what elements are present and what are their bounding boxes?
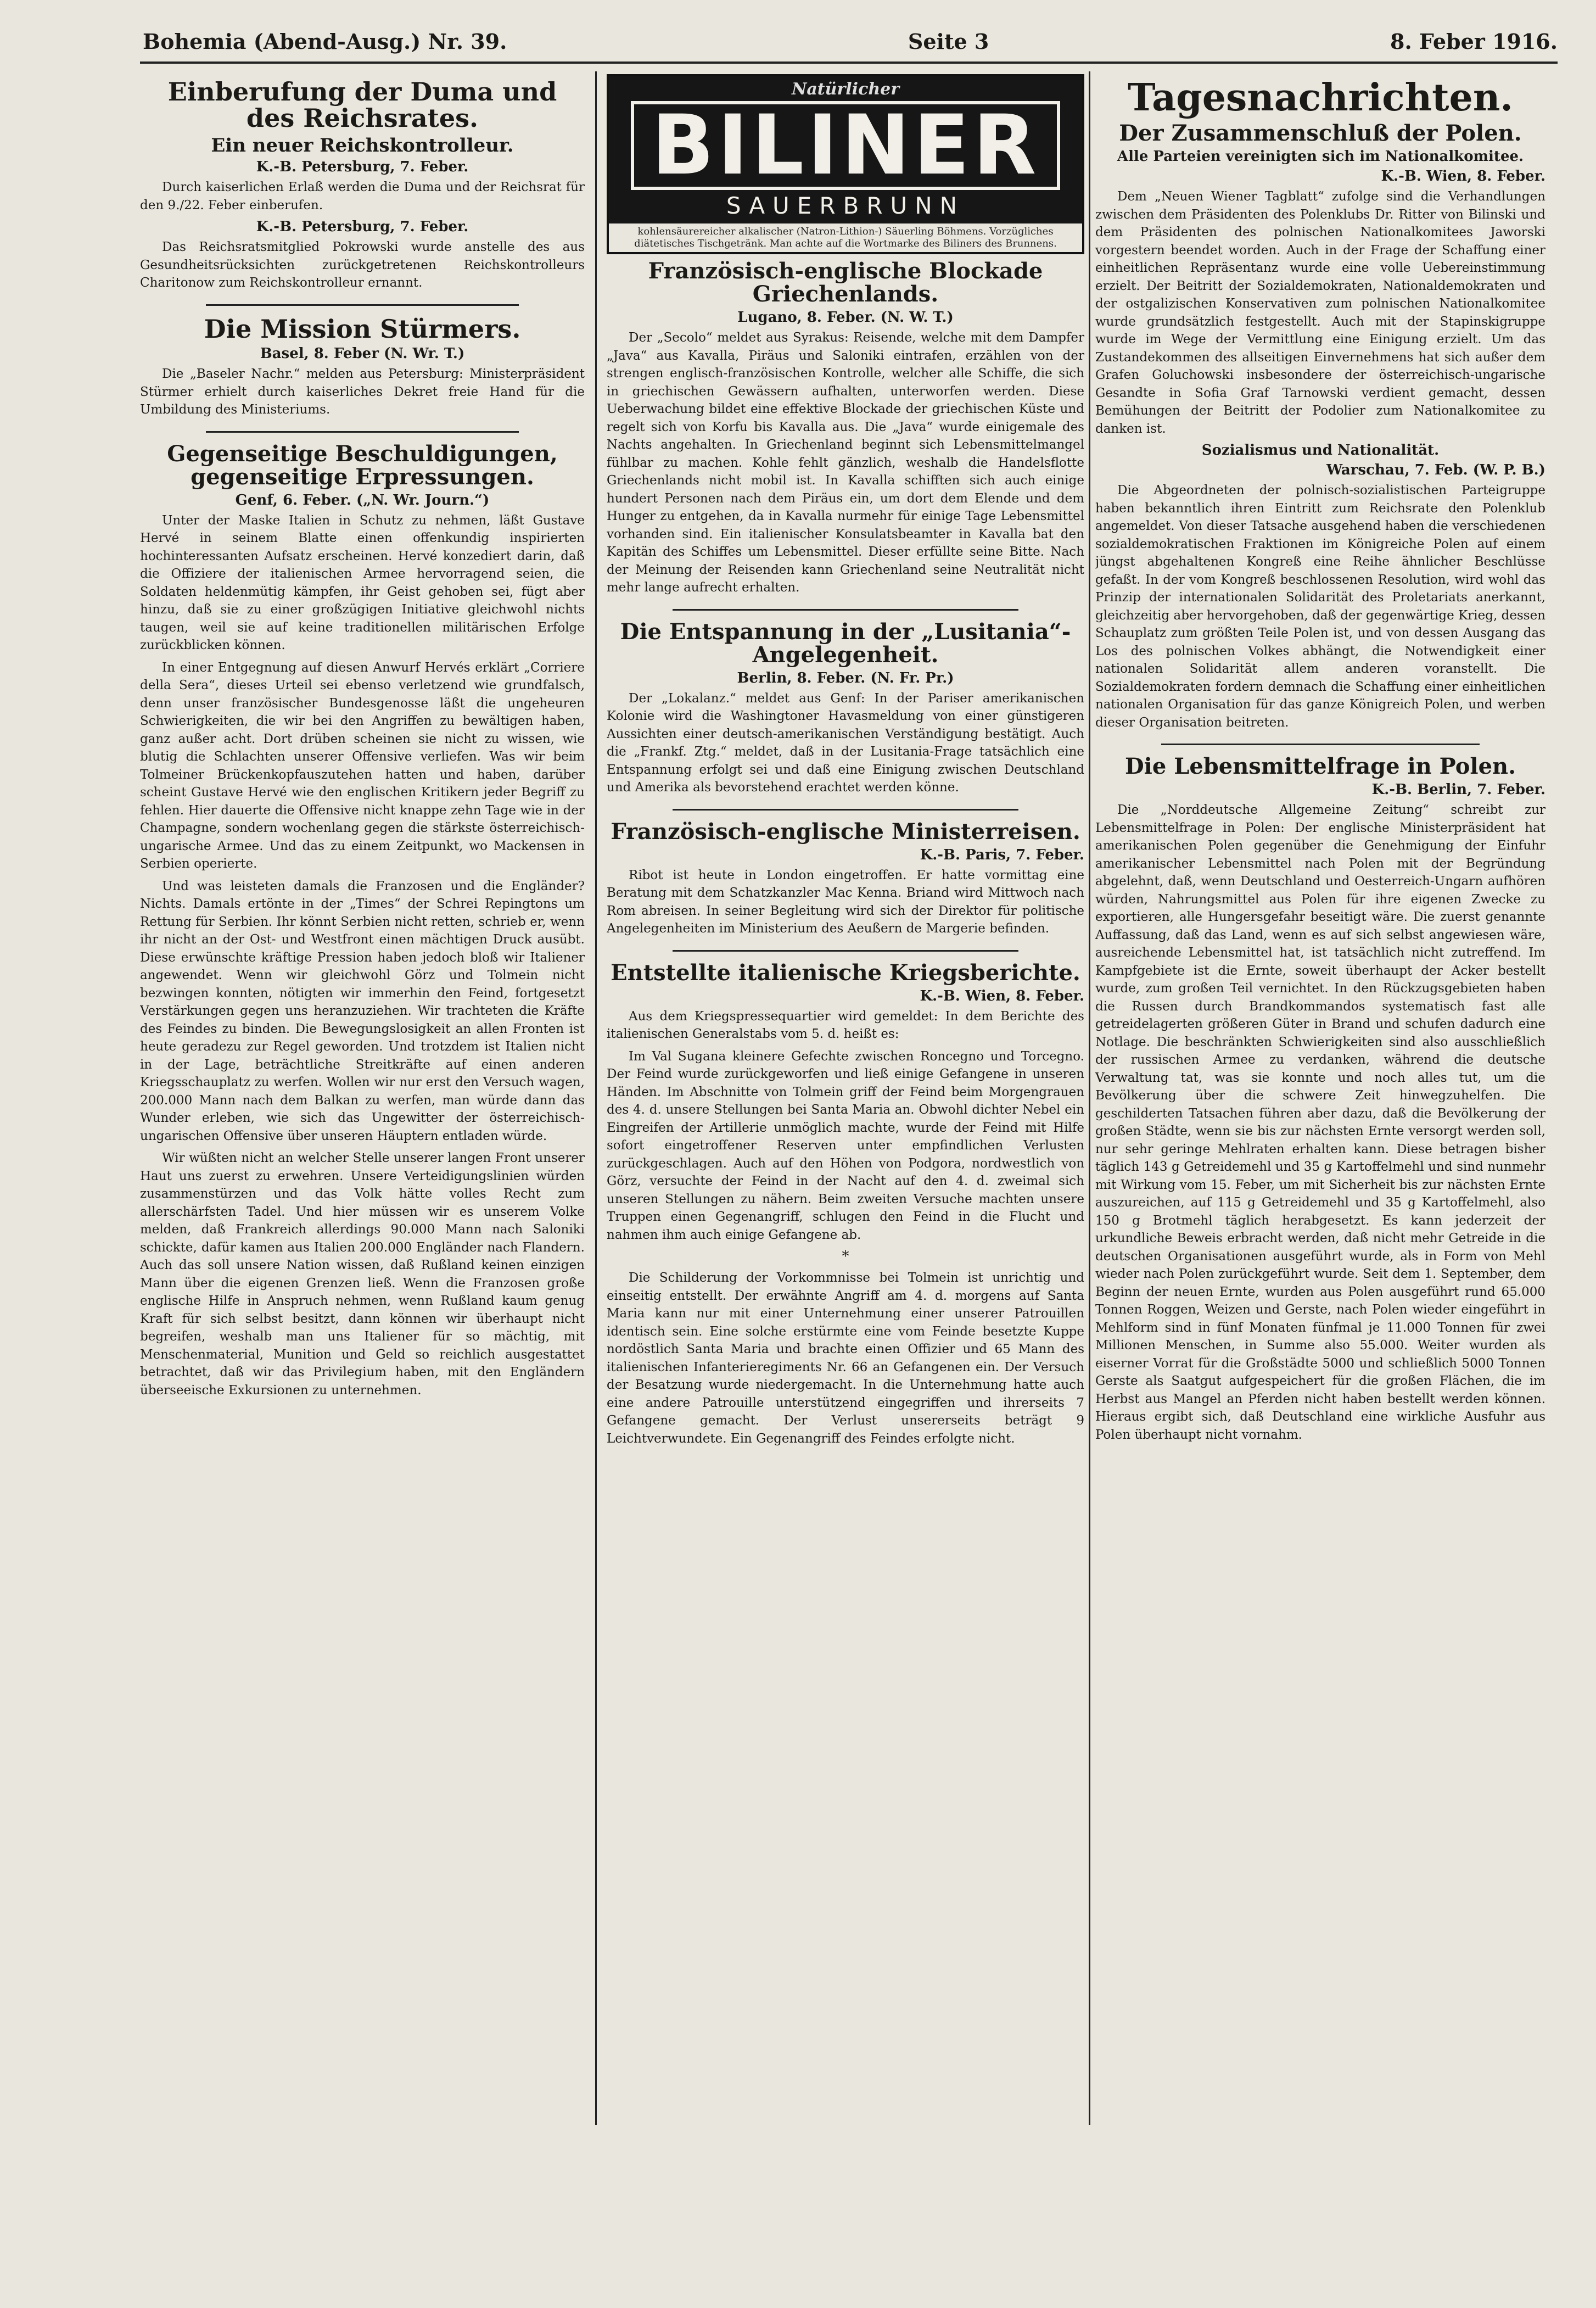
- headline: Französisch-englische Blockade Griechenlands.: [648, 258, 1043, 307]
- article-stuermer: [140, 316, 585, 419]
- article-separator: [673, 809, 1018, 811]
- paragraph: Und was leisteten damals die Franzosen und die Engländer? Nichts. Damals ertönte in der „Times“ der Schrei Repingtons um Rettung für Serbien. Ihr könnt Serbien nicht retten, schrieb er, wenn ihr nicht an der Ost- und Westfront einen mächtigen Druck ausübt. Diese erwünschte kräftige Pression haben jedoch bloß wir Italiener angewendet. Wenn wir gleichwohl Görz und Tolmein nicht bezwingen konnten, nötigten wir immerhin den Feind, fortgesetzt Verstärkungen gegen uns heranzuziehen. Wir trachteten die Kräfte des Feindes zu binden. Die Bewegungslosigkeit an allen Fronten ist heute geradezu zur Regel geworden. Und trotzdem ist Italien nicht in der Lage, beträchtliche Streitkräfte auf einen anderen Kriegsschauplatz zu werfen. Wollen wir nur erst den Versuch wagen, 200.000 Mann nach dem Balkan zu werfen, man würde dann das Wunder erleben, wie sich das Ungewitter der österreichisch-ungarischen Offensive über unseren Häuptern entladen würde.: [140, 879, 585, 1143]
- dateline: Lugano, 8. Feber. (N. W. T.): [737, 309, 954, 326]
- paragraph: Die „Baseler Nachr.“ melden aus Petersburg: Ministerpräsident Stürmer erhielt durch kaiserliches Dekret freie Hand für die Umbildung des Ministeriums.: [140, 367, 585, 417]
- article-separator: [1161, 744, 1480, 745]
- headline: Die Lebensmittelfrage in Polen.: [1124, 753, 1516, 780]
- paragraph: Aus dem Kriegspressequartier wird gemeldet: In dem Berichte des italienischen Generalstabs vom 5. d. heißt es:: [607, 1009, 1084, 1041]
- column-middle: [607, 74, 1084, 2229]
- dateline: K.-B. Wien, 8. Feber.: [920, 987, 1084, 1004]
- masthead-rule: [140, 62, 1558, 64]
- dateline: Berlin, 8. Feber. (N. Fr. Pr.): [737, 669, 954, 686]
- column-divider-1: [595, 71, 597, 2125]
- masthead-date: 8. Feber 1916.: [1390, 29, 1558, 54]
- dateline: K.-B. Petersburg, 7. Feber.: [256, 159, 469, 176]
- paragraph: Die „Norddeutsche Allgemeine Zeitung“ schreibt zur Lebensmittelfrage in Polen: Der englische Ministerpräsident hat amerikanischen Polen gegenüber die Genehmigung der Einfuhr amerikanischer Lebensmittel nach Polen mit der Begründung abgelehnt, daß, wenn Deutschland und Oesterreich-Ungarn aufhören würden, Nahrungsmittel aus Polen für ihre eigenen Zwecke zu exportieren, alle Hungersgefahr beseitigt wäre. Die zuerst genannte Auffassung, daß das Land, wenn es auf sich selbst angewiesen wäre, ausreichende Lebensmittel hat, ist tatsächlich nicht zutreffend. Im Kampfgebiete ist die Ernte, soweit überhaupt der Acker bestellt wurde, zum großen Teil vernichtet. In den Rückzugsgebieten haben die Russen durch Brandkommandos systematisch fast alle getreidelagerten größeren Güter in Brand und schufen dadurch eine Notlage. Die beschränkten Schwierigkeiten sind also ausschließlich der russischen Armee zu verdanken, während die deutsche Verwaltung tat, was sie konnte und noch alles tut, um die Bevölkerung über die schwere Zeit hinwegzuhelfen. Die geschilderten Tatsachen führen aber dazu, daß die Bevölkerung der großen Städte, wenn sie bis zur nächsten Ernte versorgt werden soll, nur sehr geringe Mehlraten erhalten kann. Diese betragen bisher täglich 143 g Getreidemehl und 35 g Kartoffelmehl und sind nunmehr mit Wirkung vom 15. Feber, um mit Sicherheit bis zur nächsten Ernte auszureichen, auf 115 g Getreidemehl und 35 g Kartoffelmehl, also 150 g Brotmehl täglich herabgesetzt. Es kann jederzeit der urkundliche Beweis erbracht werden, daß nicht mehr Getreide in die deutschen Organisationen ausgeführt wurde, als in Form von Mehl wieder nach Polen zurückgeführt wurde. Seit dem 1. September, dem Beginn der neuen Ernte, wurden aus Polen ausgeführt rund 65.000 Tonnen Roggen, Weizen und Gerste, nach Polen wieder eingeführt in Mehlform sind in fünf Monaten fünfmal je 11.000 Tonnen für zwei Millionen Menschen, in Summe also 55.000. Weiter wurden als eiserner Vorrat für die Großstädte 5000 und schließlich 5000 Tonnen Gerste als Saatgut aufgespeichert für die großen Flächen, die im Herbst aus Mangel an Pferden nicht haben bestellt werden können. Hieraus ergibt sich, daß Deutschland eine wirkliche Ausfuhr aus Polen überhaupt nicht vornahm.: [1095, 803, 1545, 1442]
- paragraph: Durch kaiserlichen Erlaß werden die Duma und der Reichsrat für den 9./22. Feber einberufen.: [140, 180, 585, 213]
- advertisement-biliner: [607, 74, 1084, 254]
- masthead-page-number: Seite 3: [908, 29, 989, 54]
- article-lusitania: [607, 618, 1084, 797]
- masthead-issue: Bohemia (Abend-Ausg.) Nr. 39.: [143, 29, 507, 54]
- paragraph: Ribot ist heute in London eingetroffen. Er hatte vormittag eine Beratung mit dem Schatzkanzler Mac Kenna. Briand wird Mittwoch nach Rom abreisen. In seiner Begleitung wird sich der Direktor für politische Angelegenheiten im Ministerium des Aeußern de Margerie befinden.: [607, 868, 1084, 936]
- headline: Sozialismus und Nationalität.: [1201, 442, 1440, 459]
- paragraph: In einer Entgegnung auf diesen Anwurf Hervés erklärt „Corriere della Sera“, dieses Urteil sei ebenso verletzend wie grundfalsch, denn unser französischer Bundesgenosse läßt die ungeheuren Schwierigkeiten, die wir bei den Angriffen zu bewältigen haben, ganz außer acht. Dort drüben scheinen sie nicht zu wissen, wie blutig die Schlachten unserer Offensive verliefen. Was wir beim Tolmeiner Brückenkopfauszutehen hatten und haben, darüber scheint Gustave Hervé wie den englischen Kritikern jeder Begriff zu fehlen. Hier dauerte die Offensive nicht knappe zehn Tage wie in der Champagne, sondern wochenlang gegen die stärkste österreichisch-ungarische Armee. Und das zu einem Zeitpunkt, wo Mackensen in Serbien operierte.: [140, 660, 585, 871]
- article-separator: [206, 304, 519, 306]
- masthead: [143, 22, 1558, 60]
- article-polen-zusammenschluss: [1095, 76, 1545, 438]
- article-ministerreisen: [607, 820, 1084, 938]
- article-separator: [206, 431, 519, 433]
- dateline: K.-B. Wien, 8. Feber.: [1381, 168, 1545, 185]
- article-separator: [673, 950, 1018, 952]
- dateline: K.-B. Berlin, 7. Feber.: [1371, 781, 1545, 798]
- headline: Die Mission Stürmers.: [204, 314, 521, 344]
- dateline: Warschau, 7. Feb. (W. P. B.): [1326, 462, 1545, 479]
- headline: Französisch-englische Ministerreisen.: [611, 818, 1080, 845]
- dateline: Genf, 6. Feber. („N. Wr. Journ.“): [235, 491, 490, 508]
- paragraph: Der „Lokalanz.“ meldet aus Genf: In der Pariser amerikanischen Kolonie wird die Washingtoner Havasmeldung von einer günstigeren Aussichten einer deutsch-amerikanischen Verständigung bestätigt. Auch die „Frankf. Ztg.“ meldet, daß in der Lusitania-Frage tatsächlich eine Entspannung erfolgt sei und daß eine Einigung zwischen Deutschland und Amerika als bevorstehend erachtet werden könne.: [607, 691, 1084, 795]
- ad-subtitle: SAUERBRUNN: [726, 192, 965, 219]
- paragraph: Die Schilderung der Vorkommnisse bei Tolmein ist unrichtig und einseitig entstellt. Der erwähnte Angriff am 4. d. morgens auf Santa Maria kann nur mit einer Unternehmung einer unserer Patrouillen identisch sein. Eine solche erstürmte eine vom Feinde besetzte Kuppe nordöstlich Santa Maria und brachte einen Offizier und 65 Mann des italienischen Infanterieregiments Nr. 66 an Gefangenen ein. Der Versuch der Besatzung wurde niedergemacht. In die Unternehmung hatte auch eine andere Patrouille unterstützend eingegriffen und ihrerseits 7 Gefangene gemacht. Der Verlust unsererseits beträgt 9 Leichtverwundete. Ein Gegenangriff des Feindes erfolgte nicht.: [607, 1271, 1084, 1446]
- article-sozialismus: [1095, 442, 1545, 731]
- dateline: K.-B. Paris, 7. Feber.: [920, 846, 1084, 863]
- column-divider-2: [1089, 71, 1090, 2125]
- article-beschuldigungen: [140, 440, 585, 1400]
- dateline: K.-B. Petersburg, 7. Feber.: [256, 219, 469, 236]
- subheadline: Alle Parteien vereinigten sich im Nationalkomitee.: [1117, 148, 1524, 165]
- paragraph: Unter der Maske Italien in Schutz zu nehmen, läßt Gustave Hervé in seinem Blatte einen offenkundig inspirierten hochinteressanten Aufsatz erscheinen. Hervé konzediert darin, daß die Offiziere der italienischen Armee hervorragend seien, die Soldaten heldenmütig kämpfen, ihr Geist gehoben sei, fügt aber hinzu, daß sie zu einer großzügigen Initiative gleichwohl nichts taugen, weil sie auf keine traditionellen militärischen Erfolge zurückblicken können.: [140, 513, 585, 653]
- subheadline: Ein neuer Reichskontrolleur.: [211, 134, 514, 157]
- article-duma: [140, 79, 585, 292]
- section-title: Tagesnachrichten.: [1128, 76, 1513, 120]
- headline: Der Zusammenschluß der Polen.: [1119, 120, 1522, 147]
- article-blockade: [607, 260, 1084, 597]
- ad-fineprint: kohlensäurereicher alkalischer (Natron-Lithion-) Säuerling Böhmens. Vorzügliches diätetisches Tischgetränk. Man achte auf die Wortmarke des Biliners des Brunnens.: [609, 223, 1082, 252]
- article-separator: [673, 609, 1018, 611]
- paragraph: Der „Secolo“ meldet aus Syrakus: Reisende, welche mit dem Dampfer „Java“ aus Kavalla, Piräus und Saloniki eintrafen, erzählen von der strengen englisch-französischen Kontrolle, welcher alle Schiffe, die sich in griechischen Gewässern aufhalten, unterworfen werden. Diese Ueberwachung bildet eine effektive Blockade der griechischen Küste und regelt sich von Korfu bis Kavalla aus. Die „Java“ wurde einigemale des Nachts angehalten. In Griechenland beginnt sich Lebensmittelmangel fühlbar zu machen. Kohle fehlt gänzlich, weshalb die Handelsflotte Griechenlands nicht mobil ist. In Kavalla schifften sich auch einige hundert Personen nach dem Piräus ein, um dort dem Elende und dem Hunger zu entgehen, da in Kavalla nurmehr für einige Tage Lebensmittel vorhanden sind. Ein italienischer Konsulatsbeamter in Kavalla bat den Kapitän des Schiffes um Lebensmittel. Dieser erfüllte seine Bitte. Nach der Meinung der Reisenden kann Griechenland seine Neutralität nicht mehr lange aufrecht erhalten.: [607, 331, 1084, 595]
- headline: Entstellte italienische Kriegsberichte.: [611, 959, 1080, 986]
- article-kriegsberichte: [607, 959, 1084, 1448]
- headline: Gegenseitige Beschuldigungen, gegenseitige Erpressungen.: [167, 440, 558, 490]
- asterisk-divider: *: [842, 1248, 849, 1265]
- paragraph: Das Reichsratsmitglied Pokrowski wurde anstelle des aus Gesundheitsrücksichten zurückgetretenen Reichskontrolleurs Charitonow zum Reichskontrolleur ernannt.: [140, 240, 585, 290]
- column-right: [1095, 74, 1545, 2229]
- headline: Die Entspannung in der „Lusitania“-Angelegenheit.: [620, 618, 1071, 668]
- paragraph: Dem „Neuen Wiener Tagblatt“ zufolge sind die Verhandlungen zwischen dem Präsidenten des Polenklubs Dr. Ritter von Bilinski und dem Präsidenten des polnischen Nationalkomitees Jaworski vorgestern beendet worden. Auch in der Frage der Schaffung einer einheitlichen Repräsentanz wurde eine volle Uebereinstimmung erzielt. Der Beitritt der Sozialdemokraten, Nationaldemokraten und der ostgalizischen Konservativen zum polnischen Nationalkomitee wurde grundsätzlich festgestellt. Auch mit der Stapinskigruppe wurde im Wege der Vermittlung eine Einigung erzielt. Um das Zustandekommen des allseitigen Einvernehmens hat sich außer dem Grafen Goluchowski insbesondere der österreichisch-ungarische Gesandte in Sofia Graf Tarnowski verdient gemacht, dessen Bemühungen der Beitritt der Podolier zum Nationalkomitee zu danken ist.: [1095, 189, 1545, 436]
- column-left: [140, 74, 585, 2229]
- ad-brand-logo: BILINER: [631, 101, 1060, 190]
- ad-tagline: Natürlicher: [791, 80, 900, 99]
- dateline: Basel, 8. Feber (N. Wr. T.): [260, 345, 465, 362]
- article-lebensmittelfrage: [1095, 755, 1545, 1444]
- paragraph: Wir wüßten nicht an welcher Stelle unserer langen Front unserer Haut uns zuerst zu erwehren. Unsere Verteidigungslinien würden zusammenstürzen und das Volk hätte volles Recht zum allerschärfsten Tadel. Und hier müssen wir es unserem Volke melden, daß Frankreich allerdings 90.000 Mann nach Saloniki schickte, dafür kamen aus Italien 200.000 Engländer nach Flandern. Auch das soll unsere Nation wissen, daß Rußland keinen einzigen Mann über die eigenen Grenzen ließ. Wenn die Franzosen große englische Hilfe in Anspruch nehmen, wenn Rußland kaum genug Kraft für sich selbst besitzt, dann können wir überhaupt nicht begreifen, weshalb man uns Italiener für so mächtig, mit Menschenmaterial, Munition und Geld so reichlich ausgestattet betrachtet, daß wir das Privilegium haben, mit den Engländern überseeische Exkursionen zu unternehmen.: [140, 1151, 585, 1398]
- paragraph: Im Val Sugana kleinere Gefechte zwischen Roncegno und Torcegno. Der Feind wurde zurückgeworfen und ließ einige Gefangene in unseren Händen. Im Abschnitte von Tolmein griff der Feind beim Morgengrauen des 4. d. unsere Stellungen bei Santa Maria an. Obwohl dichter Nebel ein Eingreifen der Artillerie unmöglich machte, wurde der Feind mit Hilfe sofort eingetroffener Reserven unter empfindlichen Verlusten zurückgeschlagen. Auch auf den Höhen von Podgora, nordwestlich von Görz, versuchte der Feind in der Nacht auf den 4. d. zweimal sich unseren Stellungen zu nähern. Beim zweiten Versuche machten unsere Truppen einen Gegenangriff, schlugen den Feind in die Flucht und nahmen ihm auch einige Gefangene ab.: [607, 1049, 1084, 1242]
- paragraph: Die Abgeordneten der polnisch-sozialistischen Parteigruppe haben bekanntlich ihren Eintritt zum Reichsrate den Polenklub angemeldet. Von dieser Tatsache ausgehend haben die verschiedenen sozialdemokratischen Fraktionen im Königreiche Polen auf einem jüngst abgehaltenen Kongreß eine Reihe ähnlicher Beschlüsse gefaßt. In der vom Kongreß beschlossenen Resolution, wird wohl das Prinzip der internationalen Solidarität des Proletariats anerkannt, gleichzeitig aber hervorgehoben, daß der gegenwärtige Krieg, dessen Schauplatz zum größten Teile Polen ist, und von dessen Ausgang das Los des polnischen Volkes abhängt, die Notwendigkeit einer nationalen Solidarität allem anderen voranstellt. Die Sozialdemokraten fordern demnach die Schaffung einer einheitlichen nationalen Organisation für das ganze Königreich Polen, und werben dieser Organisation beitreten.: [1095, 483, 1545, 730]
- headline: Einberufung der Duma und des Reichsrates.: [167, 77, 557, 133]
